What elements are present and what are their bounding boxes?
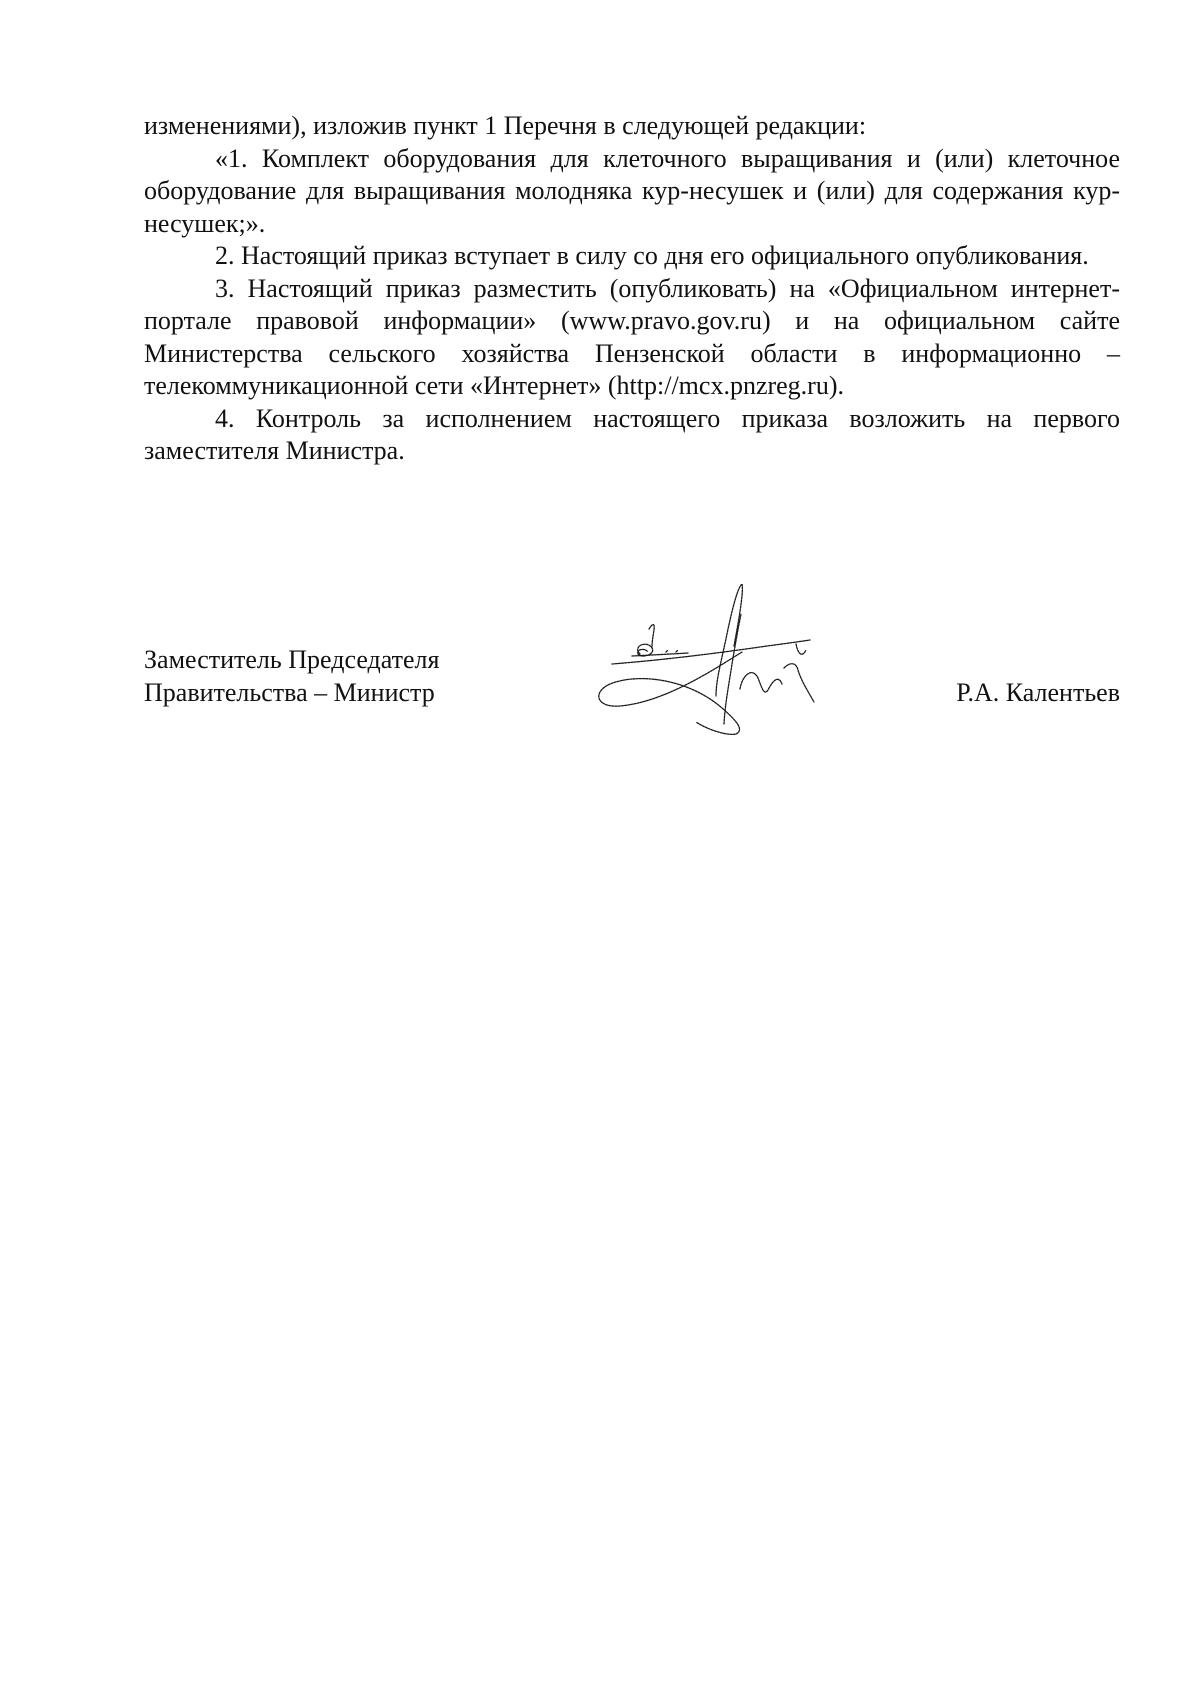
signer-position-line-2: Правительства – Министр bbox=[144, 677, 435, 707]
paragraph-item-1: «1. Комплект оборудования для клеточного выращивания и (или) клеточное оборудование для выращивания молодняка кур-несушек и (или) для содержания кур-несушек;». bbox=[144, 143, 1120, 238]
paragraph-intro: изменениями), изложив пункт 1 Перечня в следующей редакции: bbox=[144, 111, 867, 140]
signer-name: Р.А. Калентьев bbox=[956, 677, 1120, 707]
handwritten-signature-icon bbox=[592, 584, 842, 754]
signer-position bbox=[144, 644, 439, 709]
paragraph-item-3: 3. Настоящий приказ разместить (опубликовать) на «Официальном интернет-портале правовой информации» (www.pravo.gov.ru) и на официальном сайте Министерства сельского хозяйства Пензенской области в информационно – телекоммуникационной сети «Интернет» (http://mcx.pnzreg.ru). bbox=[144, 273, 1120, 400]
document-body bbox=[144, 110, 1120, 468]
paragraph-item-4: 4. Контроль за исполнением настоящего приказа возложить на первого заместителя Министра. bbox=[144, 403, 1120, 465]
signer-position-line-1: Заместитель Председателя bbox=[144, 645, 440, 674]
paragraph-item-2: 2. Настоящий приказ вступает в силу со дня его официального опубликования. bbox=[215, 241, 1089, 270]
